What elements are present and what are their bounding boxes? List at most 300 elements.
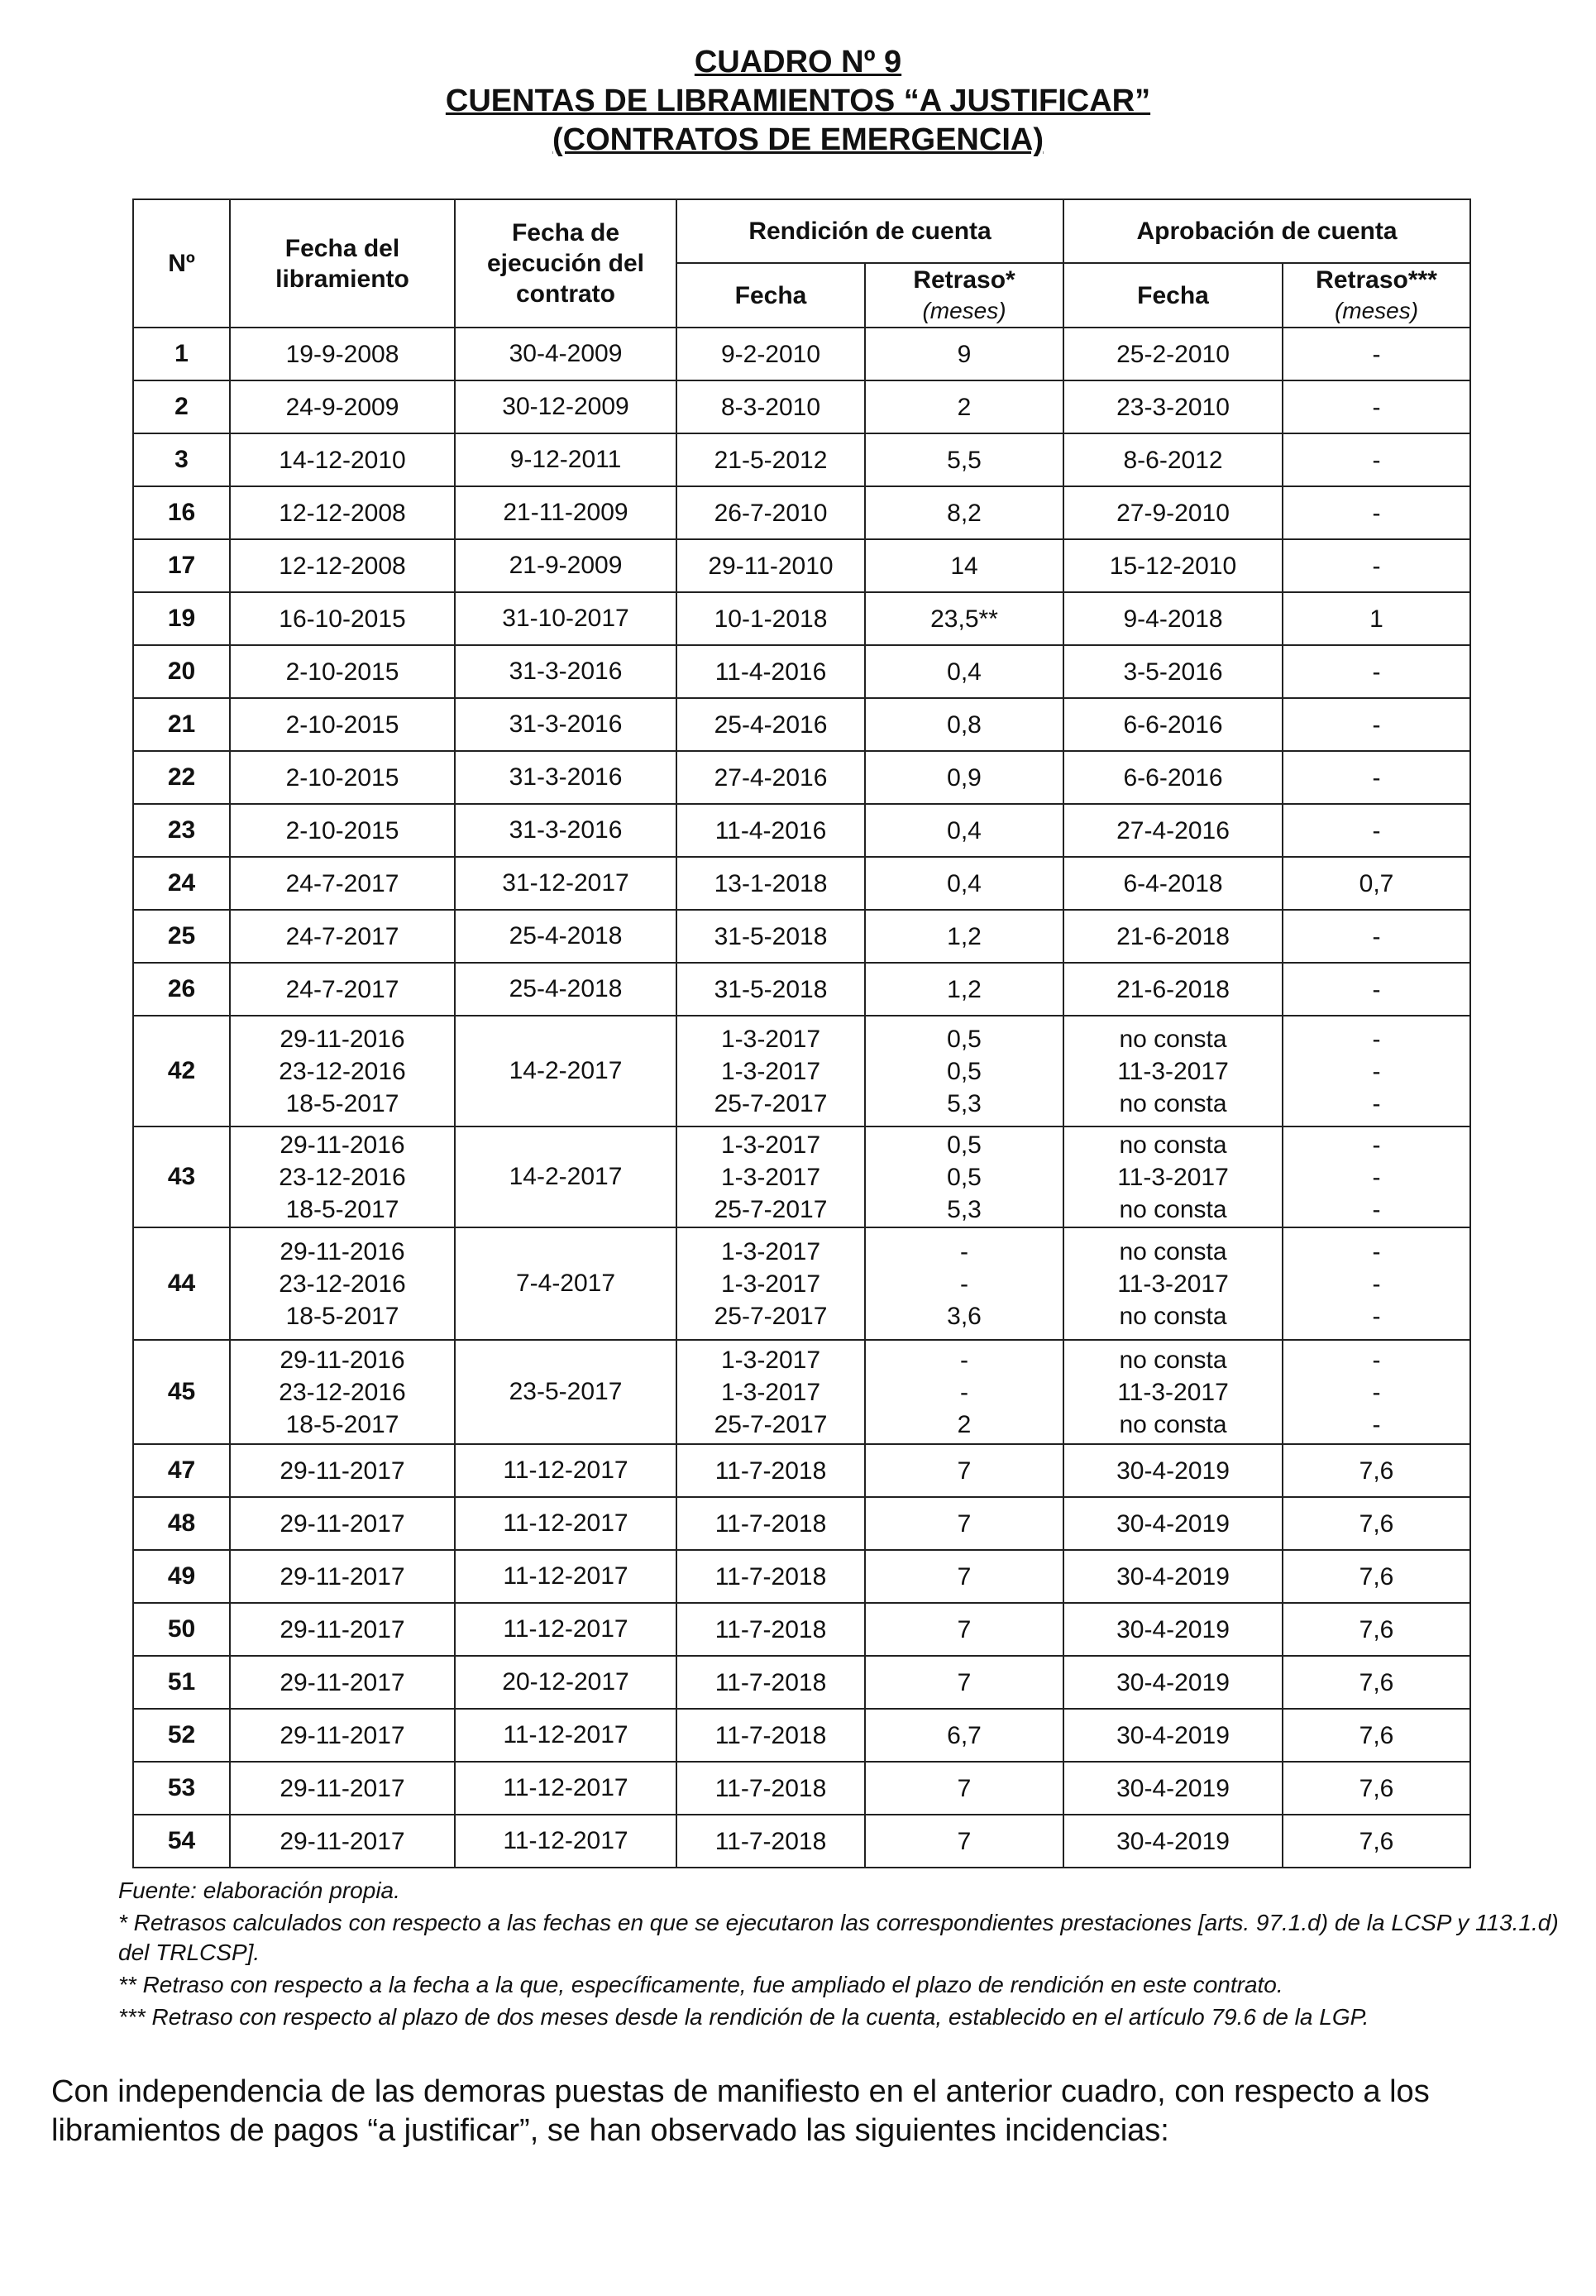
cell-rendicion-retraso-line: 7 <box>957 1509 972 1538</box>
cell-aprobacion-fecha <box>1063 910 1283 963</box>
cell-aprobacion-retraso <box>1283 857 1470 910</box>
cell-aprobacion-retraso <box>1283 1444 1470 1497</box>
cell-aprobacion-fecha-line: no consta <box>1119 1131 1227 1159</box>
cell-rendicion-fecha <box>676 645 865 698</box>
cell-fecha-libramiento <box>230 1550 455 1603</box>
cell-fecha-libramiento <box>230 1815 455 1868</box>
cell-rendicion-fecha-line: 8-3-2010 <box>720 393 821 421</box>
cell-no: 54 <box>133 1815 230 1868</box>
cell-fecha-libramiento <box>230 751 455 804</box>
cell-fecha-ejecucion: 21-11-2009 <box>455 486 676 539</box>
table-row <box>133 1227 1470 1340</box>
cell-rendicion-fecha-line: 11-7-2018 <box>714 1668 827 1696</box>
cell-aprobacion-retraso-line: - <box>1372 1089 1381 1117</box>
cell-aprobacion-retraso <box>1283 592 1470 645</box>
cell-rendicion-fecha-line: 27-4-2016 <box>714 763 828 792</box>
cell-rendicion-retraso-line: 5,3 <box>947 1089 982 1117</box>
cell-rendicion-fecha <box>676 963 865 1016</box>
table-row <box>133 539 1470 592</box>
cell-aprobacion-fecha-line: 23-3-2010 <box>1116 393 1230 421</box>
cell-fecha-libramiento-line: 29-11-2017 <box>280 1827 405 1855</box>
cell-fecha-ejecucion: 31-3-2016 <box>455 645 676 698</box>
cell-aprobacion-retraso-line: - <box>1372 1057 1381 1085</box>
cell-fecha-libramiento <box>230 328 455 380</box>
note-1: * Retrasos calculados con respecto a las fechas en que se ejecutaron las correspondientes prestaciones [arts. 97.1.d) de la LCSP y 113.1.d) del TRLCSP]. <box>118 1910 1559 1965</box>
note-source: Fuente: elaboración propia. <box>118 1877 400 1903</box>
cell-rendicion-retraso-line: 0,5 <box>947 1163 982 1191</box>
cell-fecha-ejecucion: 11-12-2017 <box>455 1497 676 1550</box>
cell-rendicion-retraso-line: - <box>960 1346 968 1374</box>
cell-fecha-libramiento-line: 19-9-2008 <box>285 340 399 368</box>
cell-aprobacion-retraso-line: - <box>1372 1131 1381 1159</box>
cell-rendicion-fecha <box>676 1709 865 1762</box>
cell-rendicion-retraso <box>865 804 1063 857</box>
cell-no: 21 <box>133 698 230 751</box>
cell-rendicion-fecha <box>676 380 865 433</box>
cell-fecha-libramiento-line: 29-11-2017 <box>280 1509 405 1538</box>
cell-rendicion-retraso-line: 14 <box>950 552 978 580</box>
cell-aprobacion-fecha <box>1063 1497 1283 1550</box>
cell-fecha-libramiento-line: 29-11-2017 <box>280 1668 405 1696</box>
table-row <box>133 1016 1470 1126</box>
cell-aprobacion-fecha-line: 3-5-2016 <box>1123 658 1223 686</box>
cell-rendicion-fecha <box>676 698 865 751</box>
table-row <box>133 1656 1470 1709</box>
cell-rendicion-retraso-line: 5,3 <box>947 1195 982 1223</box>
cell-aprobacion-retraso <box>1283 486 1470 539</box>
cell-aprobacion-retraso-line: - <box>1372 763 1381 792</box>
table-body <box>133 328 1470 1868</box>
cell-aprobacion-retraso <box>1283 1762 1470 1815</box>
cell-rendicion-fecha-line: 1-3-2017 <box>720 1025 821 1053</box>
cell-aprobacion-fecha-line: 30-4-2019 <box>1116 1827 1230 1855</box>
cell-no: 22 <box>133 751 230 804</box>
cell-rendicion-fecha-line: 1-3-2017 <box>720 1057 821 1085</box>
cell-rendicion-retraso-line: 0,8 <box>947 710 982 739</box>
header-rendicion: Rendición de cuenta <box>676 199 1063 263</box>
cell-aprobacion-retraso <box>1283 1603 1470 1656</box>
cell-fecha-libramiento-line: 29-11-2016 <box>280 1237 405 1265</box>
cell-fecha-libramiento <box>230 486 455 539</box>
cell-fecha-libramiento-line: 24-7-2017 <box>285 922 399 950</box>
cell-rendicion-retraso <box>865 751 1063 804</box>
cell-rendicion-retraso-line: 0,5 <box>947 1025 982 1053</box>
cell-rendicion-fecha-line: 31-5-2018 <box>714 975 828 1003</box>
cell-rendicion-retraso <box>865 698 1063 751</box>
cell-aprobacion-fecha-line: 6-4-2018 <box>1123 869 1223 897</box>
table-row <box>133 1126 1470 1227</box>
header-aprobacion-fecha: Fecha <box>1063 263 1283 328</box>
cell-rendicion-fecha-line: 11-4-2016 <box>714 816 827 844</box>
table-row <box>133 1603 1470 1656</box>
cell-aprobacion-fecha-line: no consta <box>1119 1302 1227 1330</box>
cell-aprobacion-retraso-line: - <box>1372 710 1381 739</box>
table-row <box>133 1709 1470 1762</box>
cell-rendicion-retraso-line: 7 <box>957 1774 972 1802</box>
cell-rendicion-fecha <box>676 910 865 963</box>
cell-aprobacion-fecha-line: 21-6-2018 <box>1116 975 1230 1003</box>
table-row <box>133 963 1470 1016</box>
cell-fecha-libramiento <box>230 645 455 698</box>
cell-aprobacion-retraso <box>1283 698 1470 751</box>
cell-aprobacion-fecha <box>1063 1340 1283 1444</box>
cell-fecha-libramiento-line: 29-11-2017 <box>280 1774 405 1802</box>
accounts-table-wrapper <box>132 199 1469 1868</box>
cell-rendicion-retraso <box>865 1815 1063 1868</box>
cell-fecha-libramiento <box>230 1444 455 1497</box>
table-row <box>133 804 1470 857</box>
cell-fecha-libramiento <box>230 433 455 486</box>
cell-aprobacion-fecha-line: 27-4-2016 <box>1116 816 1230 844</box>
cell-rendicion-retraso <box>865 1016 1063 1126</box>
cell-no: 25 <box>133 910 230 963</box>
cell-fecha-libramiento <box>230 1227 455 1340</box>
cell-fecha-ejecucion: 25-4-2018 <box>455 963 676 1016</box>
cell-fecha-ejecucion: 14-2-2017 <box>455 1016 676 1126</box>
cell-aprobacion-fecha <box>1063 1656 1283 1709</box>
cell-fecha-libramiento <box>230 1016 455 1126</box>
cell-no: 47 <box>133 1444 230 1497</box>
cell-rendicion-retraso <box>865 1603 1063 1656</box>
cell-rendicion-fecha <box>676 1603 865 1656</box>
cell-fecha-libramiento <box>230 592 455 645</box>
cell-no: 53 <box>133 1762 230 1815</box>
cell-rendicion-retraso-line: 23,5** <box>930 605 998 633</box>
header-aprobacion: Aprobación de cuenta <box>1063 199 1470 263</box>
cell-fecha-libramiento <box>230 910 455 963</box>
cell-rendicion-fecha-line: 11-4-2016 <box>714 658 827 686</box>
title-line-3: (CONTRATOS DE EMERGENCIA) <box>552 122 1044 157</box>
cell-rendicion-fecha-line: 31-5-2018 <box>714 922 828 950</box>
cell-rendicion-retraso <box>865 1656 1063 1709</box>
cell-aprobacion-fecha <box>1063 1815 1283 1868</box>
cell-aprobacion-fecha <box>1063 1709 1283 1762</box>
cell-fecha-libramiento-line: 2-10-2015 <box>285 816 399 844</box>
cell-rendicion-retraso-line: 0,4 <box>947 869 982 897</box>
cell-fecha-libramiento <box>230 857 455 910</box>
cell-aprobacion-retraso-line: - <box>1372 1025 1381 1053</box>
cell-aprobacion-fecha-line: 30-4-2019 <box>1116 1509 1230 1538</box>
cell-fecha-libramiento <box>230 1126 455 1227</box>
cell-rendicion-fecha <box>676 433 865 486</box>
table-row <box>133 857 1470 910</box>
cell-fecha-libramiento-line: 2-10-2015 <box>285 658 399 686</box>
cell-rendicion-fecha-line: 11-7-2018 <box>714 1509 827 1538</box>
cell-fecha-libramiento-line: 29-11-2017 <box>280 1615 405 1643</box>
cell-aprobacion-retraso <box>1283 1340 1470 1444</box>
table-row <box>133 328 1470 380</box>
cell-aprobacion-retraso-line: - <box>1372 816 1381 844</box>
cell-fecha-ejecucion: 9-12-2011 <box>455 433 676 486</box>
cell-fecha-ejecucion: 31-3-2016 <box>455 804 676 857</box>
cell-rendicion-retraso <box>865 1340 1063 1444</box>
cell-aprobacion-retraso-line: - <box>1372 658 1381 686</box>
header-fecha-libramiento: Fecha del libramiento <box>230 199 455 328</box>
cell-no: 44 <box>133 1227 230 1340</box>
cell-rendicion-fecha <box>676 1550 865 1603</box>
cell-aprobacion-fecha <box>1063 1016 1283 1126</box>
table-row <box>133 645 1470 698</box>
cell-aprobacion-fecha-line: 30-4-2019 <box>1116 1721 1230 1749</box>
cell-aprobacion-fecha-line: 11-3-2017 <box>1117 1378 1229 1406</box>
cell-rendicion-retraso-line: 7 <box>957 1457 972 1485</box>
cell-aprobacion-fecha-line: 6-6-2016 <box>1123 710 1223 739</box>
header-aprobacion-retraso-label: Retraso*** <box>1316 266 1437 294</box>
cell-fecha-ejecucion: 11-12-2017 <box>455 1815 676 1868</box>
cell-aprobacion-retraso <box>1283 1227 1470 1340</box>
cell-aprobacion-fecha-line: 30-4-2019 <box>1116 1457 1230 1485</box>
cell-fecha-libramiento-line: 2-10-2015 <box>285 710 399 739</box>
cell-rendicion-fecha-line: 11-7-2018 <box>714 1774 827 1802</box>
cell-aprobacion-fecha <box>1063 751 1283 804</box>
cell-aprobacion-retraso <box>1283 963 1470 1016</box>
cell-aprobacion-fecha-line: 6-6-2016 <box>1123 763 1223 792</box>
cell-rendicion-fecha <box>676 1340 865 1444</box>
cell-rendicion-retraso <box>865 1227 1063 1340</box>
cell-fecha-libramiento <box>230 1656 455 1709</box>
cell-aprobacion-retraso-line: - <box>1372 499 1381 527</box>
cell-no: 3 <box>133 433 230 486</box>
cell-rendicion-retraso-line: 1,2 <box>947 975 982 1003</box>
cell-rendicion-retraso <box>865 963 1063 1016</box>
cell-rendicion-retraso-line: 0,4 <box>947 658 982 686</box>
cell-aprobacion-retraso <box>1283 433 1470 486</box>
cell-no: 49 <box>133 1550 230 1603</box>
cell-aprobacion-fecha-line: 8-6-2012 <box>1123 446 1223 474</box>
cell-aprobacion-retraso <box>1283 380 1470 433</box>
cell-fecha-ejecucion: 30-4-2009 <box>455 328 676 380</box>
cell-rendicion-fecha-line: 1-3-2017 <box>720 1378 821 1406</box>
cell-fecha-libramiento-line: 29-11-2017 <box>280 1721 405 1749</box>
cell-rendicion-retraso <box>865 1550 1063 1603</box>
cell-aprobacion-retraso-line: 7,6 <box>1359 1827 1394 1855</box>
note-2: ** Retraso con respecto a la fecha a la que, específicamente, fue ampliado el plazo de rendición en este contrato. <box>118 1972 1283 1997</box>
cell-fecha-libramiento <box>230 698 455 751</box>
cell-aprobacion-retraso-line: - <box>1372 393 1381 421</box>
cell-rendicion-fecha <box>676 751 865 804</box>
table-row <box>133 1762 1470 1815</box>
cell-aprobacion-fecha-line: no consta <box>1119 1410 1227 1438</box>
cell-fecha-libramiento <box>230 1340 455 1444</box>
cell-rendicion-retraso-line: 7 <box>957 1668 972 1696</box>
cell-rendicion-retraso-line: - <box>960 1378 968 1406</box>
cell-no: 19 <box>133 592 230 645</box>
table-row <box>133 1444 1470 1497</box>
cell-rendicion-retraso <box>865 645 1063 698</box>
cell-rendicion-retraso <box>865 433 1063 486</box>
cell-aprobacion-retraso-line: 0,7 <box>1359 869 1394 897</box>
cell-rendicion-retraso <box>865 539 1063 592</box>
title-line-2: CUENTAS DE LIBRAMIENTOS “A JUSTIFICAR” <box>445 84 1151 118</box>
accounts-table <box>132 199 1471 1868</box>
cell-aprobacion-retraso <box>1283 539 1470 592</box>
cell-rendicion-retraso-line: 9 <box>957 340 972 368</box>
cell-rendicion-retraso <box>865 1444 1063 1497</box>
cell-fecha-libramiento-line: 29-11-2016 <box>280 1346 405 1374</box>
cell-aprobacion-retraso <box>1283 1497 1470 1550</box>
cell-rendicion-fecha-line: 10-1-2018 <box>714 605 828 633</box>
cell-fecha-libramiento-line: 29-11-2017 <box>280 1562 405 1590</box>
cell-rendicion-retraso-line: 7 <box>957 1615 972 1643</box>
cell-aprobacion-fecha-line: no consta <box>1119 1237 1227 1265</box>
cell-aprobacion-fecha <box>1063 1550 1283 1603</box>
cell-fecha-ejecucion: 25-4-2018 <box>455 910 676 963</box>
cell-aprobacion-fecha <box>1063 857 1283 910</box>
cell-fecha-libramiento-line: 24-7-2017 <box>285 975 399 1003</box>
cell-rendicion-retraso-line: 1,2 <box>947 922 982 950</box>
header-aprobacion-retraso <box>1283 263 1470 328</box>
cell-rendicion-fecha <box>676 328 865 380</box>
cell-aprobacion-fecha <box>1063 963 1283 1016</box>
cell-aprobacion-retraso-line: - <box>1372 1410 1381 1438</box>
cell-fecha-libramiento-line: 23-12-2016 <box>279 1378 406 1406</box>
cell-rendicion-retraso-line: 2 <box>957 393 972 421</box>
cell-aprobacion-fecha <box>1063 539 1283 592</box>
cell-no: 20 <box>133 645 230 698</box>
cell-fecha-libramiento-line: 18-5-2017 <box>285 1410 399 1438</box>
cell-no: 16 <box>133 486 230 539</box>
cell-aprobacion-fecha <box>1063 804 1283 857</box>
table-row <box>133 592 1470 645</box>
cell-rendicion-retraso <box>865 592 1063 645</box>
cell-aprobacion-fecha-line: 30-4-2019 <box>1116 1562 1230 1590</box>
cell-rendicion-retraso-line: 0,9 <box>947 763 982 792</box>
cell-fecha-libramiento-line: 23-12-2016 <box>279 1057 406 1085</box>
cell-aprobacion-retraso-line: 7,6 <box>1359 1668 1394 1696</box>
cell-fecha-ejecucion: 31-10-2017 <box>455 592 676 645</box>
cell-fecha-ejecucion: 31-3-2016 <box>455 698 676 751</box>
title-line-1: CUADRO Nº 9 <box>694 45 902 79</box>
cell-aprobacion-fecha-line: 25-2-2010 <box>1116 340 1230 368</box>
cell-rendicion-retraso-line: 0,5 <box>947 1131 982 1159</box>
cell-rendicion-fecha <box>676 1227 865 1340</box>
cell-fecha-libramiento <box>230 380 455 433</box>
cell-no: 1 <box>133 328 230 380</box>
cell-no: 2 <box>133 380 230 433</box>
header-rendicion-fecha: Fecha <box>676 263 865 328</box>
table-row <box>133 1497 1470 1550</box>
cell-aprobacion-retraso-line: - <box>1372 1346 1381 1374</box>
cell-rendicion-fecha-line: 29-11-2010 <box>708 552 834 580</box>
header-rendicion-meses: (meses) <box>922 298 1006 323</box>
cell-aprobacion-retraso <box>1283 1550 1470 1603</box>
cell-rendicion-fecha-line: 11-7-2018 <box>714 1615 827 1643</box>
header-rendicion-retraso-label: Retraso* <box>913 266 1015 294</box>
table-notes <box>118 1876 1565 2035</box>
cell-rendicion-retraso-line: 7 <box>957 1827 972 1855</box>
note-3: *** Retraso con respecto al plazo de dos meses desde la rendición de la cuenta, establecido en el artículo 79.6 de la LGP. <box>118 2004 1369 2030</box>
cell-aprobacion-retraso-line: 7,6 <box>1359 1615 1394 1643</box>
cell-rendicion-fecha-line: 26-7-2010 <box>714 499 828 527</box>
cell-rendicion-retraso <box>865 910 1063 963</box>
cell-aprobacion-retraso-line: 7,6 <box>1359 1562 1394 1590</box>
cell-fecha-ejecucion: 31-12-2017 <box>455 857 676 910</box>
cell-aprobacion-fecha-line: no consta <box>1119 1089 1227 1117</box>
cell-fecha-ejecucion: 11-12-2017 <box>455 1762 676 1815</box>
cell-fecha-libramiento-line: 18-5-2017 <box>285 1089 399 1117</box>
cell-rendicion-fecha <box>676 486 865 539</box>
cell-aprobacion-fecha-line: 27-9-2010 <box>1116 499 1230 527</box>
cell-rendicion-fecha-line: 25-4-2016 <box>714 710 828 739</box>
cell-rendicion-retraso-line: 7 <box>957 1562 972 1590</box>
table-row <box>133 1815 1470 1868</box>
cell-aprobacion-retraso-line: 7,6 <box>1359 1774 1394 1802</box>
cell-fecha-libramiento <box>230 1603 455 1656</box>
cell-rendicion-retraso <box>865 1762 1063 1815</box>
table-row <box>133 1340 1470 1444</box>
cell-fecha-ejecucion: 7-4-2017 <box>455 1227 676 1340</box>
cell-rendicion-retraso-line: 0,4 <box>947 816 982 844</box>
cell-rendicion-fecha-line: 25-7-2017 <box>714 1089 828 1117</box>
cell-rendicion-fecha-line: 11-7-2018 <box>714 1721 827 1749</box>
cell-aprobacion-retraso-line: - <box>1372 1163 1381 1191</box>
cell-aprobacion-fecha <box>1063 592 1283 645</box>
cell-aprobacion-retraso <box>1283 804 1470 857</box>
cell-no: 52 <box>133 1709 230 1762</box>
cell-rendicion-fecha-line: 25-7-2017 <box>714 1195 828 1223</box>
table-row <box>133 433 1470 486</box>
cell-rendicion-retraso-line: - <box>960 1270 968 1298</box>
cell-aprobacion-fecha <box>1063 433 1283 486</box>
cell-aprobacion-retraso-line: - <box>1372 552 1381 580</box>
cell-aprobacion-fecha <box>1063 1227 1283 1340</box>
cell-aprobacion-fecha-line: 11-3-2017 <box>1117 1057 1229 1085</box>
cell-rendicion-retraso-line: 0,5 <box>947 1057 982 1085</box>
cell-aprobacion-fecha <box>1063 1603 1283 1656</box>
table-title <box>0 43 1596 160</box>
cell-aprobacion-retraso-line: - <box>1372 1270 1381 1298</box>
cell-rendicion-fecha-line: 25-7-2017 <box>714 1302 828 1330</box>
cell-fecha-ejecucion: 21-9-2009 <box>455 539 676 592</box>
cell-rendicion-fecha <box>676 1497 865 1550</box>
cell-aprobacion-fecha-line: no consta <box>1119 1195 1227 1223</box>
cell-fecha-libramiento <box>230 804 455 857</box>
cell-rendicion-fecha-line: 21-5-2012 <box>714 446 828 474</box>
cell-rendicion-retraso-line: 8,2 <box>947 499 982 527</box>
cell-fecha-libramiento-line: 2-10-2015 <box>285 763 399 792</box>
cell-rendicion-fecha-line: 1-3-2017 <box>720 1270 821 1298</box>
cell-fecha-ejecucion: 20-12-2017 <box>455 1656 676 1709</box>
cell-aprobacion-fecha <box>1063 1126 1283 1227</box>
cell-fecha-ejecucion: 14-2-2017 <box>455 1126 676 1227</box>
cell-rendicion-retraso-line: 6,7 <box>947 1721 982 1749</box>
cell-fecha-libramiento-line: 12-12-2008 <box>279 499 406 527</box>
cell-aprobacion-fecha-line: 21-6-2018 <box>1116 922 1230 950</box>
cell-aprobacion-fecha-line: no consta <box>1119 1346 1227 1374</box>
cell-rendicion-fecha-line: 13-1-2018 <box>714 869 828 897</box>
cell-fecha-libramiento-line: 24-7-2017 <box>285 869 399 897</box>
cell-aprobacion-retraso-line: - <box>1372 446 1381 474</box>
cell-rendicion-fecha <box>676 592 865 645</box>
table-row <box>133 380 1470 433</box>
cell-aprobacion-retraso-line: 7,6 <box>1359 1457 1394 1485</box>
cell-fecha-libramiento-line: 29-11-2017 <box>280 1457 405 1485</box>
body-paragraph: Con independencia de las demoras puestas de manifiesto en el anterior cuadro, con respecto a los libramientos de pagos “a justificar”, se han observado las siguientes incidencias: <box>51 2074 1430 2148</box>
cell-fecha-libramiento-line: 18-5-2017 <box>285 1302 399 1330</box>
cell-aprobacion-fecha <box>1063 1444 1283 1497</box>
cell-rendicion-retraso <box>865 857 1063 910</box>
cell-rendicion-fecha-line: 1-3-2017 <box>720 1131 821 1159</box>
cell-rendicion-retraso <box>865 1126 1063 1227</box>
cell-fecha-libramiento <box>230 1709 455 1762</box>
cell-aprobacion-fecha <box>1063 645 1283 698</box>
cell-aprobacion-fecha-line: 30-4-2019 <box>1116 1615 1230 1643</box>
cell-aprobacion-fecha-line: 15-12-2010 <box>1109 552 1237 580</box>
cell-rendicion-fecha-line: 25-7-2017 <box>714 1410 828 1438</box>
cell-fecha-libramiento <box>230 1762 455 1815</box>
cell-fecha-libramiento-line: 23-12-2016 <box>279 1163 406 1191</box>
header-aprobacion-meses: (meses) <box>1334 298 1419 323</box>
